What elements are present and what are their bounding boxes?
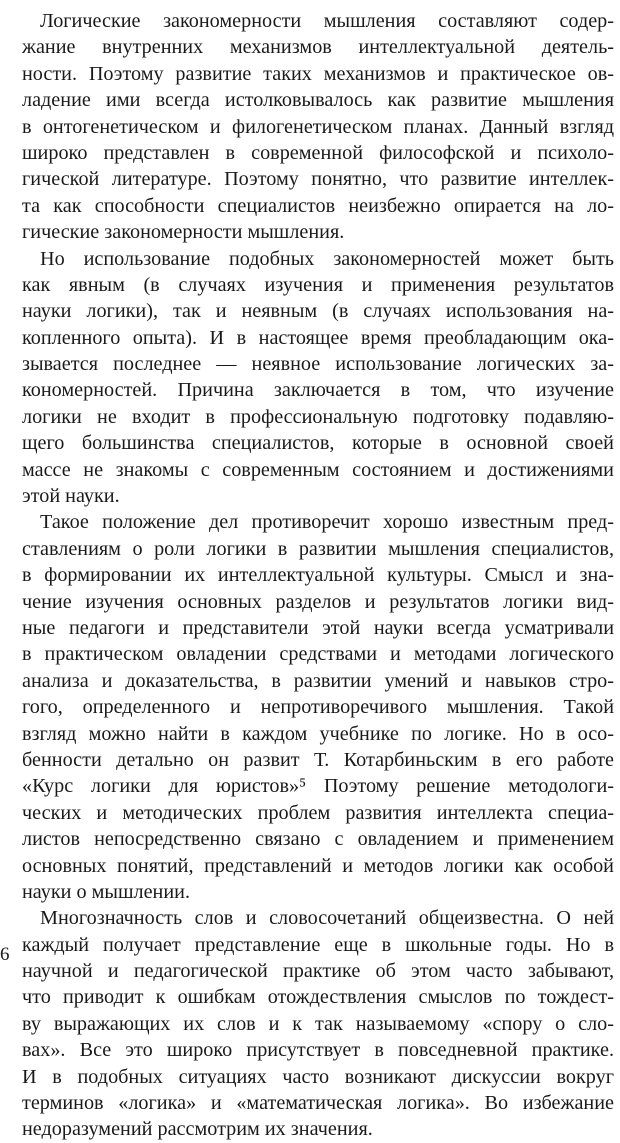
text-line: каждый получает представление еще в школьные годы. Но в	[22, 933, 614, 956]
paragraph-3	[22, 509, 614, 905]
text-line: массе не знакомы с современным состоянием и достижениями	[22, 458, 614, 481]
text-line: логики не входит в профессиональную подготовку подавляю-	[22, 405, 614, 428]
text-line: щего большинства специалистов, которые в основной своей	[22, 432, 614, 455]
text-line: чение изучения основных разделов и результатов логики вид-	[22, 590, 614, 613]
text-line: копленного опыта). И в настоящее время преобладающим ока-	[22, 326, 614, 349]
paragraph-4	[22, 905, 614, 1143]
text-line: ставлениям о роли логики в развитии мышления специалистов,	[22, 537, 614, 560]
text-line: науки логики), так и неявным (в случаях использования на-	[22, 300, 614, 323]
text-line: «Курс логики для юристов»⁵ Поэтому решение методологи-	[22, 775, 614, 798]
text-line: научной и педагогической практике об этом часто забывают,	[22, 960, 614, 983]
text-line: в формировании их интеллектуальной культуры. Смысл и зна-	[22, 564, 614, 587]
text-line: ладение ими всегда истолковывалось как развитие мышления	[22, 89, 614, 112]
text-line: Логические закономерности мышления составляют содер-	[40, 10, 614, 32]
body-text	[22, 8, 614, 1143]
text-line: жание внутренних механизмов интеллектуальной деятель-	[22, 36, 614, 59]
text-line: анализа и доказательства, в развитии умений и навыков стро-	[22, 669, 614, 692]
text-line: гические закономерности мышления.	[22, 221, 345, 244]
text-line: зывается последнее — неявное использование логических за-	[22, 353, 614, 376]
text-line: кономерностей. Причина заключается в том, что изучение	[22, 379, 614, 402]
text-line: листов непосредственно связано с овладением и применением	[22, 828, 614, 851]
text-line: ности. Поэтому развитие таких механизмов и практическое ов-	[22, 62, 614, 85]
text-line: в онтогенетическом и филогенетическом планах. Данный взгляд	[22, 115, 614, 138]
page-number: 6	[0, 944, 10, 965]
text-line: как явным (в случаях изучения и применения результатов	[22, 273, 614, 296]
text-line: науки о мышлении.	[22, 880, 191, 903]
text-line: широко представлен в современной философской и психоло-	[22, 141, 614, 164]
text-line: основных понятий, представлений и методов логики как особой	[22, 854, 614, 877]
text-line: этой науки.	[22, 485, 120, 508]
text-line: терминов «логика» и «математическая логика». Во избежание	[22, 1092, 614, 1115]
text-line: Но использование подобных закономерностей может быть	[40, 247, 614, 270]
text-line: ные педагоги и представители этой науки всегда усматривали	[22, 616, 614, 639]
text-line: та как способности специалистов неизбежно опирается на ло-	[22, 194, 614, 217]
text-line: недоразумений рассмотрим их значения.	[22, 1118, 373, 1141]
text-line: гого, определенного и непротиворечивого мышления. Такой	[22, 696, 614, 719]
text-line: И в подобных ситуациях часто возникают дискуссии вокруг	[22, 1065, 614, 1088]
paragraph-2	[22, 246, 614, 510]
text-line: вах». Все это широко присутствует в повседневной практике.	[22, 1039, 614, 1062]
text-line: взгляд можно найти в каждом учебнике по логике. Но в осо-	[22, 722, 614, 745]
text-line: ческих и методических проблем развития интеллекта специа-	[22, 801, 614, 824]
text-line: Такое положение дел противоречит хорошо известным пред-	[40, 511, 614, 534]
text-line: Многозначность слов и словосочетаний общеизвестна. О ней	[40, 907, 614, 930]
text-line: что приводит к ошибкам отождествления смыслов по тождест-	[22, 986, 614, 1009]
text-line: в практическом овладении средствами и методами логического	[22, 643, 614, 666]
text-line: бенности детально он развит Т. Котарбиньским в его работе	[22, 748, 614, 771]
text-line: гической литературе. Поэтому понятно, что развитие интеллек-	[22, 168, 614, 191]
text-line: ву выражающих их слов и к так называемому «спору о сло-	[22, 1012, 614, 1035]
paragraph-1	[22, 8, 614, 246]
